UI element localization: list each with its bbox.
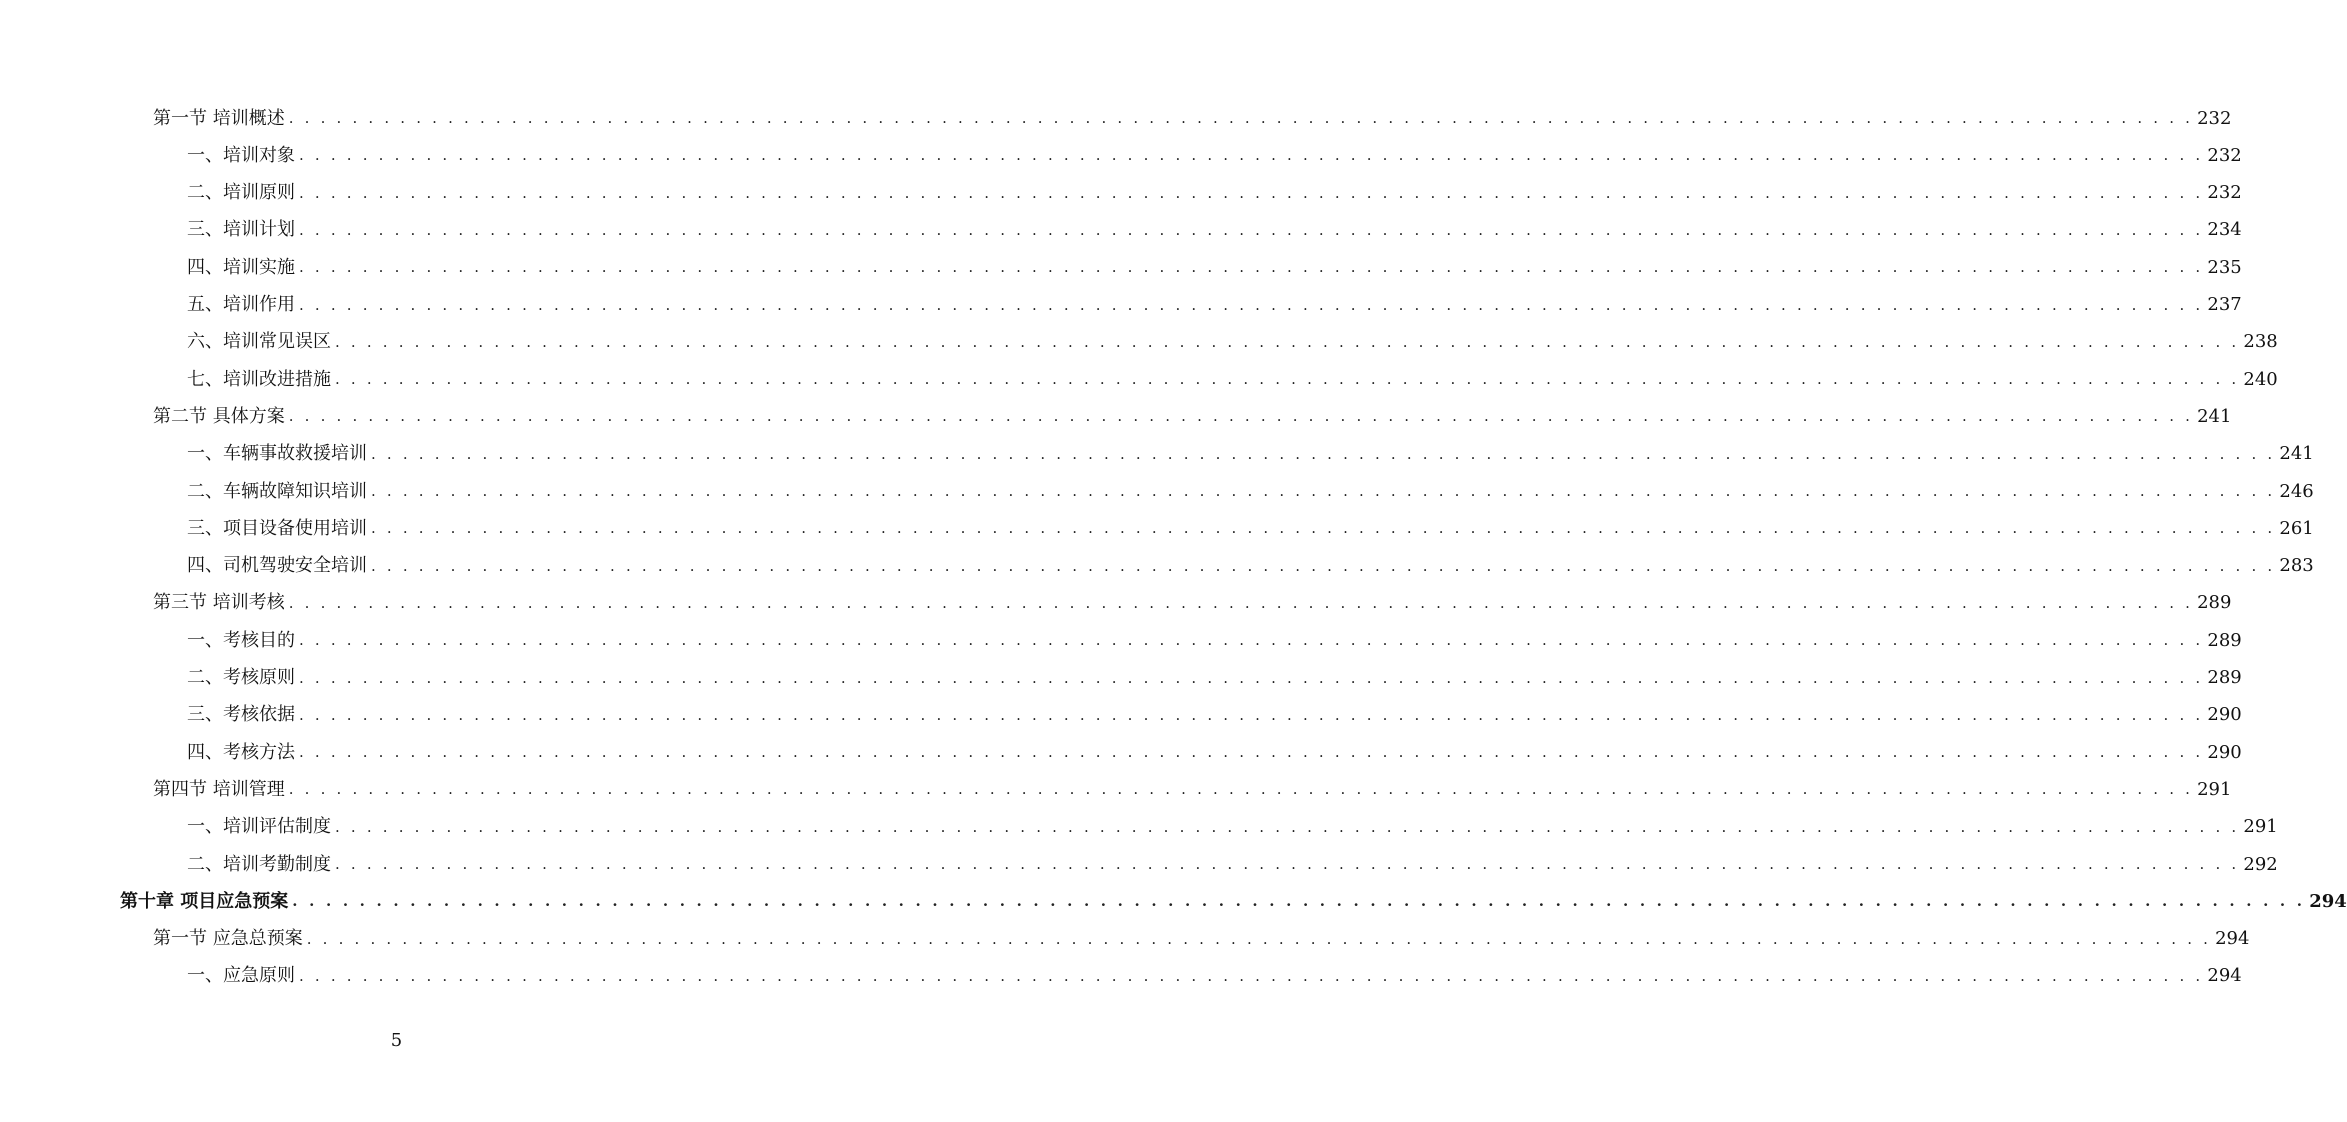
- toc-entry-page: 232: [2197, 107, 2232, 129]
- toc-entry-label: 四、培训实施: [187, 256, 295, 278]
- toc-entry: [0, 809, 2278, 846]
- toc-entry-label: 二、车辆故障知识培训: [187, 480, 367, 502]
- toc-entry-label: 六、培训常见误区: [187, 331, 331, 353]
- toc-entry-label: 一、培训评估制度: [187, 816, 331, 838]
- toc-entry-label: 第三节 培训考核: [153, 592, 285, 614]
- toc-entry-page: 291: [2197, 778, 2232, 800]
- toc-entry: [0, 921, 2250, 958]
- toc-leader-dots: . . . . . . . . . . . . . . . . . . . . . . . . . . . . . . . . . . . . . . . . . . . . . . . . . . . . . . . . . . . . . . . . . . . . . . . . . . . . . . . . . . . . . . . . . . . . . . . . . . . . . . . . . . . . . . . . . . . . . . . .: [299, 220, 2204, 239]
- toc-entry-page: 246: [2279, 480, 2314, 502]
- toc-entry-label: 第四节 培训管理: [153, 778, 285, 800]
- toc-leader-dots: . . . . . . . . . . . . . . . . . . . . . . . . . . . . . . . . . . . . . . . . . . . . . . . . . . . . . . . . . . . . . . . . . . . . . . . . . . . . . . . . . . . . . . . . . . . . . . . . . . . . . . . . . . . . . . . . . . . . . . . .: [335, 370, 2240, 389]
- toc-leader-dots: . . . . . . . . . . . . . . . . . . . . . . . . . . . . . . . . . . . . . . . . . . . . . . . . . . . . . . . . . . . . . . . . . . . . . . . . . . . . . . . . . . . . . . . . . . . . . . . . . . . . . . . . . . . . . . . . . . . . . . . .: [299, 743, 2204, 762]
- toc-entry-page: 294: [2309, 890, 2347, 912]
- toc-entry: [0, 510, 2314, 547]
- toc-entry: [0, 436, 2314, 473]
- toc-leader-dots: . . . . . . . . . . . . . . . . . . . . . . . . . . . . . . . . . . . . . . . . . . . . . . . . . . . . . . . . . . . . . . . . . . . . . . . . . . . . . . . . . . . . . . . . . . . . . . . . . . . . . . . . . . . . . . . . . . . . . . . .: [371, 556, 2276, 575]
- toc-entry-page: 289: [2197, 592, 2232, 614]
- toc-leader-dots: . . . . . . . . . . . . . . . . . . . . . . . . . . . . . . . . . . . . . . . . . . . . . . . . . . . . . . . . . . . . . . . . . . . . . . . . . . . . . . . . . . . . . . . . . . . . . . . . . . . . . . . . . . . . . . . . . . . . . . . .: [288, 407, 2194, 426]
- toc-entry-label: 二、培训原则: [187, 182, 295, 204]
- toc-entry: [0, 846, 2278, 883]
- toc-entry-label: 四、司机驾驶安全培训: [187, 555, 367, 577]
- toc-entry-label: 二、培训考勤制度: [187, 853, 331, 875]
- toc-entry-page: 294: [2207, 965, 2242, 987]
- toc-entry-label: 五、培训作用: [187, 294, 295, 315]
- page-number: 5: [390, 1030, 403, 1051]
- toc-leader-dots: . . . . . . . . . . . . . . . . . . . . . . . . . . . . . . . . . . . . . . . . . . . . . . . . . . . . . . . . . . . . . . . . . . . . . . . . . . . . . . . . . . . . . . . . . . . . . . . . . . . . . . . . . . . . . . . . . . . . . . . .: [299, 146, 2204, 165]
- toc-leader-dots: . . . . . . . . . . . . . . . . . . . . . . . . . . . . . . . . . . . . . . . . . . . . . . . . . . . . . . . . . . . . . . . . . . . . . . . . . . . . . . . . . . . . . . . . . . . . . . . . . . . . . . . . . . . . . . . . . . . . . . . .: [306, 929, 2212, 948]
- toc-entry-label: 三、培训计划: [187, 219, 295, 241]
- toc-entry-label: 第十章 项目应急预案: [120, 890, 289, 912]
- toc-entry-page: 283: [2279, 555, 2314, 577]
- toc-entry-label: 一、车辆事故救援培训: [187, 443, 367, 465]
- toc-entry-page: 240: [2243, 368, 2278, 390]
- toc-leader-dots: . . . . . . . . . . . . . . . . . . . . . . . . . . . . . . . . . . . . . . . . . . . . . . . . . . . . . . . . . . . . . . . . . . . . . . . . . . . . . . . . . . . . . . . . . . . . . . . . . . . . . . . . . . . . . . . . . . . . . . . .: [288, 109, 2194, 127]
- toc-entry: [0, 137, 2242, 174]
- toc-entry-label: 一、培训对象: [187, 144, 295, 166]
- toc-entry-page: 235: [2207, 256, 2242, 278]
- toc-entry: [0, 249, 2242, 286]
- toc-entry-label: 第一节 培训概述: [153, 107, 285, 129]
- toc-entry-page: 289: [2207, 667, 2242, 688]
- toc-entry: [0, 958, 2242, 995]
- toc-entry-page: 241: [2279, 443, 2314, 465]
- toc-entry-page: 292: [2243, 853, 2278, 875]
- toc-entry: [0, 175, 2242, 212]
- toc-leader-dots: . . . . . . . . . . . . . . . . . . . . . . . . . . . . . . . . . . . . . . . . . . . . . . . . . . . . . . . . . . . . . . . . . . . . . . . . . . . . . . . . . . . . . . . . . . . . . . . . . . . . . . . . . . . . . . . . . . . . . . . .: [371, 444, 2276, 463]
- toc-leader-dots: . . . . . . . . . . . . . . . . . . . . . . . . . . . . . . . . . . . . . . . . . . . . . . . . . . . . . . . . . . . . . . . . . . . . . . . . . . . . . . . . . . . . . . . . . . . . . . . . . . . . . . . . . . . . . . . . . . . . . . . .: [299, 705, 2204, 724]
- toc-leader-dots: . . . . . . . . . . . . . . . . . . . . . . . . . . . . . . . . . . . . . . . . . . . . . . . . . . . . . . . . . . . . . . . . . . . . . . . . . . . . . . . . . . . . . . . . . . . . . . . . . . . . . . . . . . . . . . . . . . . . . . . .: [335, 817, 2240, 836]
- toc-entry-label: 第二节 具体方案: [153, 405, 285, 427]
- toc-entry: [0, 771, 2232, 808]
- toc-leader-dots: . . . . . . . . . . . . . . . . . . . . . . . . . . . . . . . . . . . . . . . . . . . . . . . . . . . . . . . . . . . . . . . . . . . . . . . . . . . . . . . . . . . . . . . . . . . . . . . . . . . . . . . . . . . . . . . . . . . . . . . .: [371, 482, 2276, 500]
- toc-leader-dots: . . . . . . . . . . . . . . . . . . . . . . . . . . . . . . . . . . . . . . . . . . . . . . . . . . . . . . . . . . . . . . . . . . . . . . . . . . . . . . . . . . . . . . . . . . . . . . . . . . . . . . . . . . . . . . . . . . . . . . . .: [335, 332, 2240, 351]
- toc-entry: [0, 324, 2278, 361]
- toc-leader-dots: . . . . . . . . . . . . . . . . . . . . . . . . . . . . . . . . . . . . . . . . . . . . . . . . . . . . . . . . . . . . . . . . . . . . . . . . . . . . . . . . . . . . . . . . . . . . . . . . . . . . . . . . . . . . . . . . . . . . . . . .: [299, 631, 2204, 650]
- toc-leader-dots: . . . . . . . . . . . . . . . . . . . . . . . . . . . . . . . . . . . . . . . . . . . . . . . . . . . . . . . . . . . . . . . . . . . . . . . . . . . . . . . . . . . . . . . . . . . . . . . . . . . . . . . . . . . . . . . . . . . . . . . .: [335, 855, 2240, 873]
- toc-entry: [0, 697, 2242, 734]
- toc-entry-label: 四、考核方法: [187, 741, 295, 763]
- toc-leader-dots: . . . . . . . . . . . . . . . . . . . . . . . . . . . . . . . . . . . . . . . . . . . . . . . . . . . . . . . . . . . . . . . . . . . . . . . . . . . . . . . . . . . . . . . . . . . . . . . . . . . . . . . . . . . . . . . . . . . . . . . .: [299, 668, 2204, 687]
- toc-leader-dots: . . . . . . . . . . . . . . . . . . . . . . . . . . . . . . . . . . . . . . . . . . . . . . . . . . . . . . . . . . . . . . . . . . . . . . . . . . . . . . . . . . . . . . . . . . . . . . . . . . . . . . . . . . . . . . . . . . . . . . . .: [288, 593, 2194, 612]
- toc-entry: [0, 734, 2242, 771]
- toc-leader-dots: . . . . . . . . . . . . . . . . . . . . . . . . . . . . . . . . . . . . . . . . . . . . . . . . . . . . . . . . . . . . . . . . . . . . . . . . . . . . . . . . . . . . . . . . . . . . . . . . . . . . . . . . . . . . . . . . . . . . . . . .: [371, 519, 2276, 538]
- toc-entry-page: 238: [2243, 331, 2278, 353]
- toc-entry: [0, 585, 2232, 622]
- toc-entry-label: 一、考核目的: [187, 629, 295, 651]
- toc-entry-page: 232: [2207, 144, 2242, 166]
- toc-leader-dots: . . . . . . . . . . . . . . . . . . . . . . . . . . . . . . . . . . . . . . . . . . . . . . . . . . . . . . . . . . . . . . . . . . . . . . . . . . . . . . . . . . . . . . . . . . . . . . . . . . . . . . . . . . . . . . . . . . . . . . . .: [299, 966, 2204, 985]
- toc-entry-page: 261: [2279, 517, 2314, 539]
- toc-entry-page: 232: [2207, 182, 2242, 204]
- toc-entry-page: 237: [2207, 294, 2242, 315]
- toc-entry-page: 290: [2207, 704, 2242, 726]
- toc-leader-dots: . . . . . . . . . . . . . . . . . . . . . . . . . . . . . . . . . . . . . . . . . . . . . . . . . . . . . . . . . . . . . . . . . . . . . . . . . . . . . . . . . . . . . . . . . . . . . . . . . . . . . . . . . . . . . . . . . . . . . . . .: [299, 183, 2204, 202]
- toc-leader-dots: . . . . . . . . . . . . . . . . . . . . . . . . . . . . . . . . . . . . . . . . . . . . . . . . . . . . . . . . . . . . . . . . . . . . . . . . . . . . . . . . . . . . . . . . . . . . . . . . . . . . . . . . . . . . . . . . . . . . . . . .: [292, 892, 2306, 911]
- toc-entry: [0, 473, 2314, 510]
- toc-entry: [0, 883, 2347, 920]
- toc-entry-label: 第一节 应急总预案: [153, 928, 303, 950]
- toc-leader-dots: . . . . . . . . . . . . . . . . . . . . . . . . . . . . . . . . . . . . . . . . . . . . . . . . . . . . . . . . . . . . . . . . . . . . . . . . . . . . . . . . . . . . . . . . . . . . . . . . . . . . . . . . . . . . . . . . . . . . . . . .: [299, 295, 2204, 314]
- toc-leader-dots: . . . . . . . . . . . . . . . . . . . . . . . . . . . . . . . . . . . . . . . . . . . . . . . . . . . . . . . . . . . . . . . . . . . . . . . . . . . . . . . . . . . . . . . . . . . . . . . . . . . . . . . . . . . . . . . . . . . . . . . .: [299, 258, 2204, 277]
- toc-entry: [0, 548, 2314, 585]
- toc-entry-label: 三、考核依据: [187, 704, 295, 726]
- toc-entry: [0, 361, 2278, 398]
- toc-entry-page: 289: [2207, 629, 2242, 651]
- toc-entry: [0, 398, 2232, 435]
- toc-entry-label: 二、考核原则: [187, 667, 295, 688]
- toc-entry-page: 234: [2207, 219, 2242, 241]
- toc-leader-dots: . . . . . . . . . . . . . . . . . . . . . . . . . . . . . . . . . . . . . . . . . . . . . . . . . . . . . . . . . . . . . . . . . . . . . . . . . . . . . . . . . . . . . . . . . . . . . . . . . . . . . . . . . . . . . . . . . . . . . . . .: [288, 780, 2194, 799]
- toc-entry: [0, 622, 2242, 659]
- toc-entry: [0, 287, 2242, 324]
- toc-entry-label: 三、项目设备使用培训: [187, 517, 367, 539]
- toc-entry-page: 290: [2207, 741, 2242, 763]
- toc-entry-page: 294: [2215, 928, 2250, 950]
- toc-entry-page: 291: [2243, 816, 2278, 838]
- toc-entry-page: 241: [2197, 405, 2232, 427]
- toc-entry-label: 七、培训改进措施: [187, 368, 331, 390]
- toc-entry: [0, 100, 2232, 137]
- toc-entry: [0, 212, 2242, 249]
- toc-entry: [0, 660, 2242, 697]
- toc-entry-label: 一、应急原则: [187, 965, 295, 987]
